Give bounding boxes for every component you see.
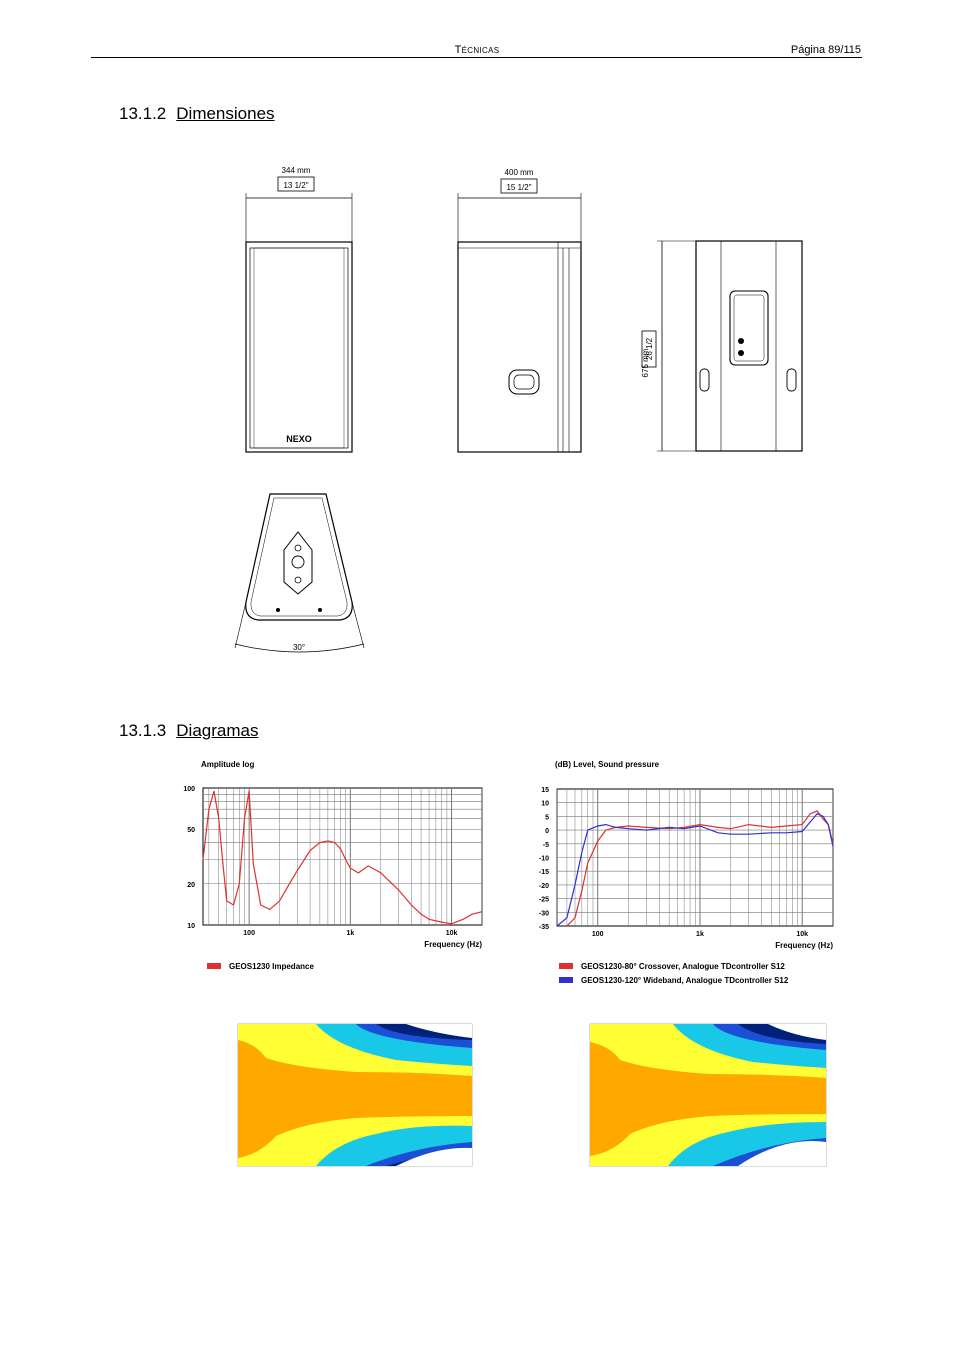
- y-tick-label: -20: [538, 882, 549, 890]
- spl-chart: [525, 755, 845, 990]
- y-tick-label: 10: [187, 923, 195, 930]
- y-tick-label: -15: [538, 869, 549, 877]
- impedance-chart: [175, 755, 495, 980]
- x-tick-label: 1k: [346, 930, 355, 937]
- x-tick-label: 100: [591, 931, 604, 938]
- side-dim-in: 15 1/2": [506, 183, 532, 192]
- plot-frame: [203, 788, 482, 925]
- y-tick-label: -35: [538, 924, 549, 931]
- y-tick-label: -25: [538, 896, 549, 904]
- section-title: Diagramas: [176, 721, 259, 740]
- y-tick-label: 10: [541, 800, 549, 808]
- y-tick-label: 5: [545, 814, 549, 822]
- y-tick-label: 0: [545, 828, 549, 836]
- header-rule: [91, 57, 862, 58]
- y-tick-label: 15: [541, 787, 549, 794]
- legend-swatch: [207, 963, 221, 969]
- coverage-map-80: [236, 1018, 476, 1178]
- front-dim-in: 13 1/2": [283, 181, 309, 190]
- legend-swatch: [559, 977, 573, 983]
- section-number: 13.1.3: [119, 721, 167, 740]
- legend-label: GEOS1230-120° Wideband, Analogue TDcontroller S12: [581, 976, 789, 985]
- x-tick-label: 10k: [445, 930, 458, 937]
- y-tick-label: 100: [183, 786, 195, 793]
- rear-dim-in: 26 1/2: [645, 337, 654, 361]
- coverage-map-120: [588, 1018, 828, 1178]
- legend-swatch: [559, 963, 573, 969]
- page-number: Página 89/115: [790, 44, 861, 56]
- chart-title: (dB) Level, Sound pressure: [555, 760, 660, 769]
- section-number: 13.1.2: [119, 104, 167, 123]
- y-tick-label: 20: [187, 881, 195, 889]
- legend-label: GEOS1230 Impedance: [229, 962, 314, 971]
- y-tick-label: 50: [187, 827, 195, 835]
- rear-view-drawing: [626, 235, 811, 460]
- x-axis-label: Frequency (Hz): [775, 941, 833, 950]
- bottom-view-drawing: [230, 490, 370, 660]
- chart-title: Amplitude log: [201, 760, 255, 769]
- section-heading-diagramas: [119, 721, 258, 741]
- x-tick-label: 10k: [796, 931, 809, 938]
- front-dim-mm: 344 mm: [281, 166, 311, 175]
- y-tick-label: -5: [542, 841, 549, 849]
- section-heading-dimensiones: [119, 104, 275, 124]
- running-header-title: Técnicas: [454, 44, 500, 56]
- legend-label: GEOS1230-80° Crossover, Analogue TDcontroller S12: [581, 962, 785, 971]
- y-tick-label: -10: [538, 855, 549, 863]
- side-view-drawing: [445, 160, 595, 460]
- x-axis-label: Frequency (Hz): [424, 940, 482, 949]
- y-tick-label: -30: [538, 910, 549, 918]
- nexo-logo: NEXO: [286, 434, 312, 444]
- x-tick-label: 1k: [696, 931, 704, 938]
- rear-dim-mm: 675 mm: [641, 348, 650, 378]
- section-title: Dimensiones: [176, 104, 275, 123]
- bottom-angle: 30°: [292, 643, 306, 652]
- x-tick-label: 100: [243, 930, 255, 937]
- front-view-drawing: [230, 160, 370, 460]
- side-dim-mm: 400 mm: [504, 168, 534, 177]
